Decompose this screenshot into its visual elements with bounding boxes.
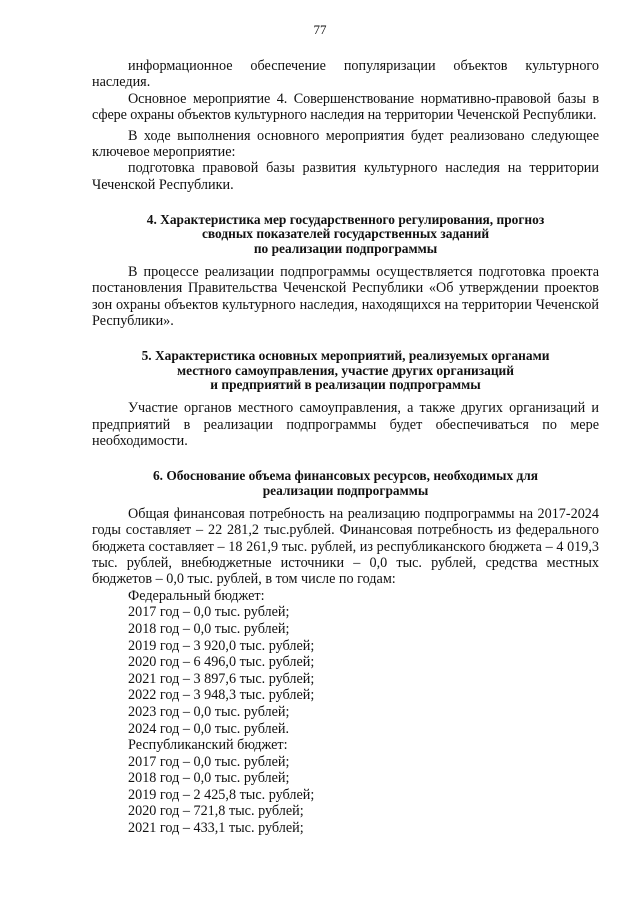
republic-budget-year: 2021 год – 433,1 тыс. рублей;	[128, 820, 304, 837]
federal-budget-list	[92, 588, 599, 737]
section-6-paragraph: Общая финансовая потребность на реализацию подпрограммы на 2017-2024 годы составляет – 22 281,2 тыс.рублей. Финансовая потребность из федерального бюджета составляет – 18 261,9 тыс. рублей, из республиканского бюджета – 4 019,3 тыс. рублей, внебюджетные источники – 0,0 тыс. рублей, средства местных бюджетов – 0,0 тыс. рублей, в том числе по годам:	[92, 505, 599, 588]
republic-budget-year: 2020 год – 721,8 тыс. рублей;	[128, 803, 304, 820]
section-4-paragraph: В процессе реализации подпрограммы осуществляется подготовка проекта постановления Правительства Чеченской Республики «Об утверждении проектов зон охраны объектов культурного наследия, находящихся на территории Чеченской Республики».	[92, 263, 599, 330]
page-number: 77	[313, 22, 327, 37]
section-5-heading-line-1: 5. Характеристика основных мероприятий, реализуемых органами	[141, 348, 550, 364]
federal-budget-year: 2017 год – 0,0 тыс. рублей;	[128, 604, 290, 621]
section-4-heading-line-3: по реализации подпрограммы	[253, 240, 438, 256]
republic-budget-year: 2017 год – 0,0 тыс. рублей;	[128, 753, 290, 770]
republic-budget-label: Республиканский бюджет:	[128, 737, 288, 754]
republic-budget-list	[92, 737, 599, 837]
document-body	[92, 58, 599, 837]
intro-paragraph-1: информационное обеспечение популяризации объектов культурного наследия.	[92, 58, 599, 91]
federal-budget-year: 2024 год – 0,0 тыс. рублей.	[128, 720, 290, 737]
federal-budget-year: 2021 год – 3 897,6 тыс. рублей;	[128, 670, 315, 687]
republic-budget-year: 2018 год – 0,0 тыс. рублей;	[128, 770, 290, 787]
republic-budget-year: 2019 год – 2 425,8 тыс. рублей;	[128, 786, 315, 803]
intro-paragraph-4: подготовка правовой базы развития культурного наследия на территории Чеченской Республики.	[92, 160, 599, 193]
federal-budget-year: 2023 год – 0,0 тыс. рублей;	[128, 703, 290, 720]
federal-budget-year: 2018 год – 0,0 тыс. рублей;	[128, 620, 290, 637]
section-4-heading-line-2: сводных показателей государственных заданий	[201, 226, 490, 242]
section-6-heading-line-1: 6. Обоснование объема финансовых ресурсов, необходимых для	[152, 468, 539, 484]
section-5-heading-line-2: местного самоуправления, участие других организаций	[177, 362, 514, 378]
section-5-paragraph: Участие органов местного самоуправления, а также других организаций и предприятий в реализации подпрограммы будет обеспечиваться по мере необходимости.	[92, 400, 599, 449]
intro-paragraph-2: Основное мероприятие 4. Совершенствование нормативно-правовой базы в сфере охраны объектов культурного наследия на территории Чеченской Республики.	[92, 90, 599, 124]
section-5-heading-line-3: и предприятий в реализации подпрограммы	[210, 376, 481, 392]
federal-budget-year: 2022 год – 3 948,3 тыс. рублей;	[128, 687, 315, 704]
section-4-heading-line-1: 4. Характеристика мер государственного регулирования, прогноз	[146, 212, 545, 228]
section-6-heading	[92, 469, 599, 497]
section-4-heading	[92, 213, 599, 256]
federal-budget-year: 2019 год – 3 920,0 тыс. рублей;	[128, 637, 315, 654]
federal-budget-year: 2020 год – 6 496,0 тыс. рублей;	[128, 654, 315, 671]
intro-paragraph-3: В ходе выполнения основного мероприятия будет реализовано следующее ключевое мероприятие:	[92, 127, 599, 161]
section-5-heading	[92, 349, 599, 392]
section-6-heading-line-2: реализации подпрограммы	[262, 482, 429, 498]
federal-budget-label: Федеральный бюджет:	[128, 587, 265, 604]
